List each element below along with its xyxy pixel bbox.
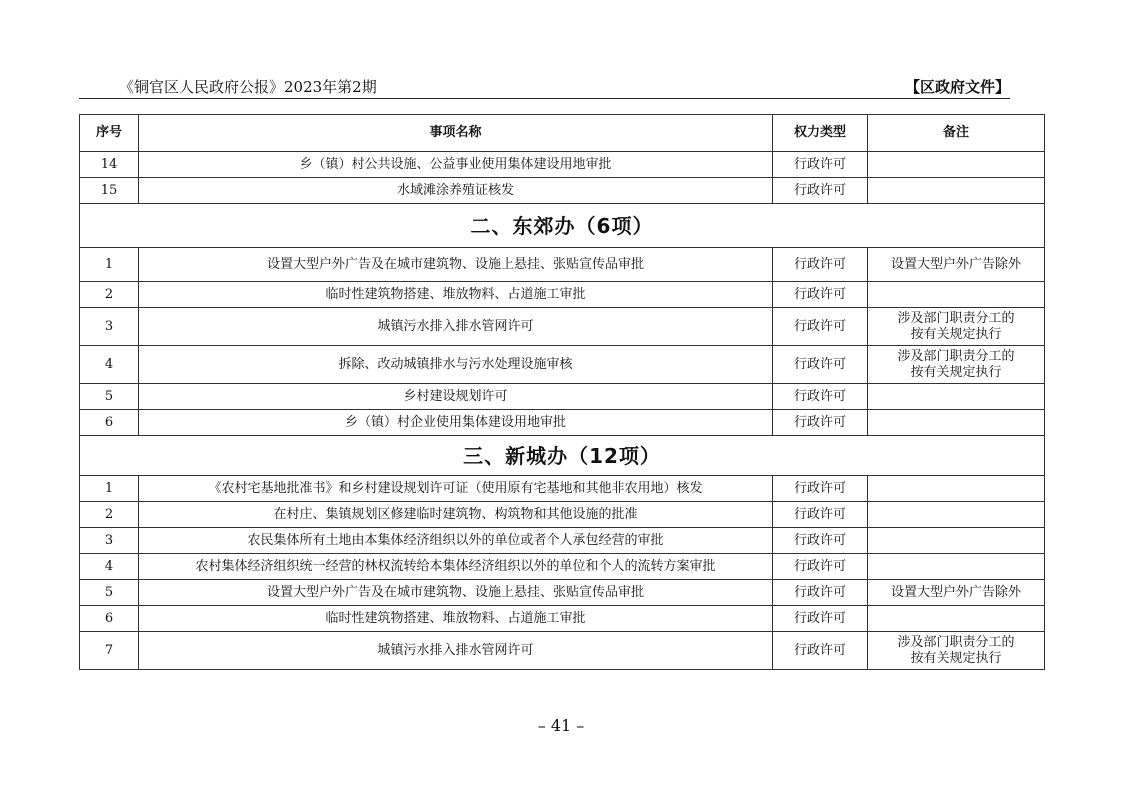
power-type: 行政许可	[773, 554, 868, 580]
remark	[868, 384, 1045, 410]
power-type: 行政许可	[773, 476, 868, 502]
remark	[868, 178, 1045, 204]
item-name: 农民集体所有土地由本集体经济组织以外的单位或者个人承包经营的审批	[139, 528, 773, 554]
remark	[868, 606, 1045, 632]
remark	[868, 502, 1045, 528]
table-row	[80, 152, 1045, 178]
row-number: 1	[80, 248, 139, 282]
row-number: 4	[80, 346, 139, 384]
remark	[868, 152, 1045, 178]
table-row	[80, 178, 1045, 204]
item-name: 城镇污水排入排水管网许可	[139, 632, 773, 670]
item-name: 《农村宅基地批准书》和乡村建设规划许可证（使用原有宅基地和其他非农用地）核发	[139, 476, 773, 502]
row-number: 6	[80, 410, 139, 436]
item-name: 设置大型户外广告及在城市建筑物、设施上悬挂、张贴宣传品审批	[139, 248, 773, 282]
row-number: 5	[80, 384, 139, 410]
item-name: 农村集体经济组织统一经营的林权流转给本集体经济组织以外的单位和个人的流转方案审批	[139, 554, 773, 580]
section-title: 二、东郊办（6项）	[80, 204, 1045, 248]
col-header-note: 备注	[868, 115, 1045, 152]
remark	[868, 308, 1045, 346]
item-name: 乡（镇）村公共设施、公益事业使用集体建设用地审批	[139, 152, 773, 178]
table-header-row	[80, 115, 1045, 152]
power-type: 行政许可	[773, 282, 868, 308]
table-row	[80, 528, 1045, 554]
item-name: 水域滩涂养殖证核发	[139, 178, 773, 204]
row-number: 3	[80, 528, 139, 554]
item-name: 在村庄、集镇规划区修建临时建筑物、构筑物和其他设施的批准	[139, 502, 773, 528]
remark-line: 设置大型户外广告除外	[890, 584, 1021, 600]
power-type: 行政许可	[773, 346, 868, 384]
items-table	[79, 114, 1045, 670]
table-row	[80, 346, 1045, 384]
section-label: 【区政府文件】	[904, 78, 1010, 96]
table-row	[80, 384, 1045, 410]
remark	[868, 632, 1045, 670]
table-row	[80, 502, 1045, 528]
col-header-type: 权力类型	[773, 115, 868, 152]
remark	[868, 410, 1045, 436]
power-type: 行政许可	[773, 384, 868, 410]
table-row	[80, 554, 1045, 580]
table-row	[80, 476, 1045, 502]
remark	[868, 346, 1045, 384]
publication-title: 《铜官区人民政府公报》2023年第2期	[119, 78, 377, 96]
power-type: 行政许可	[773, 308, 868, 346]
remark	[868, 528, 1045, 554]
remark-line: 涉及部门职责分工的	[897, 634, 1015, 650]
remark	[868, 476, 1045, 502]
item-name: 乡（镇）村企业使用集体建设用地审批	[139, 410, 773, 436]
item-name: 城镇污水排入排水管网许可	[139, 308, 773, 346]
item-name: 临时性建筑物搭建、堆放物料、占道施工审批	[139, 606, 773, 632]
row-number: 15	[80, 178, 139, 204]
power-type: 行政许可	[773, 632, 868, 670]
power-type: 行政许可	[773, 528, 868, 554]
remark	[868, 580, 1045, 606]
remark-line: 涉及部门职责分工的	[897, 348, 1015, 364]
table-row	[80, 580, 1045, 606]
remark-line: 按有关规定执行	[910, 364, 1002, 380]
row-number: 14	[80, 152, 139, 178]
table-row	[80, 248, 1045, 282]
row-number: 7	[80, 632, 139, 670]
power-type: 行政许可	[773, 580, 868, 606]
remark-line: 涉及部门职责分工的	[897, 310, 1015, 326]
row-number: 2	[80, 502, 139, 528]
power-type: 行政许可	[773, 606, 868, 632]
row-number: 6	[80, 606, 139, 632]
power-type: 行政许可	[773, 502, 868, 528]
table-row	[80, 632, 1045, 670]
section-title: 三、新城办（12项）	[80, 436, 1045, 476]
row-number: 5	[80, 580, 139, 606]
row-number: 3	[80, 308, 139, 346]
remark	[868, 554, 1045, 580]
item-name: 乡村建设规划许可	[139, 384, 773, 410]
table-row	[80, 410, 1045, 436]
remark-line: 设置大型户外广告除外	[890, 256, 1021, 272]
table-row	[80, 606, 1045, 632]
power-type: 行政许可	[773, 410, 868, 436]
table-body	[80, 152, 1045, 670]
item-name: 设置大型户外广告及在城市建筑物、设施上悬挂、张贴宣传品审批	[139, 580, 773, 606]
col-header-name: 事项名称	[139, 115, 773, 152]
power-type: 行政许可	[773, 178, 868, 204]
row-number: 1	[80, 476, 139, 502]
item-name: 拆除、改动城镇排水与污水处理设施审核	[139, 346, 773, 384]
section-row	[80, 436, 1045, 476]
section-row	[80, 204, 1045, 248]
remark-line: 按有关规定执行	[910, 326, 1002, 342]
col-header-no: 序号	[80, 115, 139, 152]
item-name: 临时性建筑物搭建、堆放物料、占道施工审批	[139, 282, 773, 308]
table-row	[80, 308, 1045, 346]
remark-line: 按有关规定执行	[910, 650, 1002, 666]
row-number: 2	[80, 282, 139, 308]
power-type: 行政许可	[773, 152, 868, 178]
power-type: 行政许可	[773, 248, 868, 282]
page-number: – 41 –	[537, 716, 585, 735]
remark	[868, 248, 1045, 282]
running-header	[79, 74, 1010, 99]
table-row	[80, 282, 1045, 308]
row-number: 4	[80, 554, 139, 580]
remark	[868, 282, 1045, 308]
